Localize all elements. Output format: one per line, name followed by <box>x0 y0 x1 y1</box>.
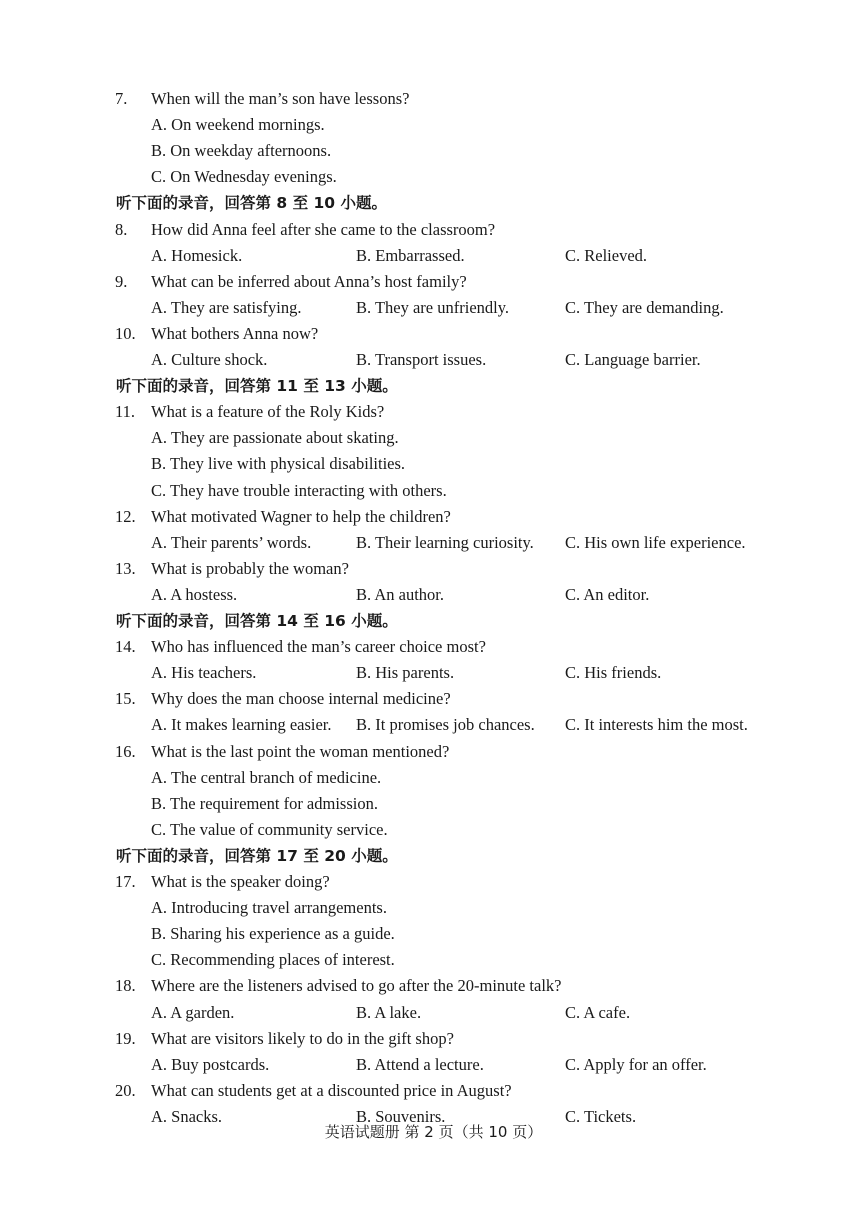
answer-option-c: C. It interests him the most. <box>565 715 748 735</box>
question-number: 16. <box>115 741 136 761</box>
question-number: 8. <box>115 219 128 239</box>
option-row <box>0 895 867 921</box>
question-number: 10. <box>115 323 136 343</box>
section-heading: 听下面的录音，回答第 17 至 20 小题。 <box>116 846 398 865</box>
section-heading: 听下面的录音，回答第 8 至 10 小题。 <box>116 194 387 213</box>
answer-option: A. On weekend mornings. <box>151 115 325 135</box>
answer-option-a: A. Snacks. <box>151 1106 223 1126</box>
option-row <box>0 765 867 791</box>
question-row <box>0 973 867 999</box>
answer-option-b: B. Their learning curiosity. <box>356 532 534 552</box>
answer-option: B. Sharing his experience as a guide. <box>151 924 395 944</box>
answer-option-c: C. Apply for an offer. <box>565 1054 707 1074</box>
answer-option: C. On Wednesday evenings. <box>151 167 337 187</box>
answer-option: C. Recommending places of interest. <box>151 950 395 970</box>
question-number: 9. <box>115 271 128 291</box>
question-row <box>0 739 867 765</box>
question-text: What bothers Anna now? <box>151 323 319 343</box>
option-row <box>0 425 867 451</box>
answer-option-c: C. They are demanding. <box>565 297 724 317</box>
question-text: What is the last point the woman mentioned? <box>151 741 450 761</box>
question-text: What can be inferred about Anna’s host family? <box>151 271 467 291</box>
question-row <box>0 504 867 530</box>
option-row <box>0 478 867 504</box>
option-row <box>0 138 867 164</box>
answer-option-c: C. His friends. <box>565 663 662 683</box>
question-text: What can students get at a discounted price in August? <box>151 1080 512 1100</box>
option-row <box>0 791 867 817</box>
question-number: 14. <box>115 637 136 657</box>
answer-option-b: B. Attend a lecture. <box>356 1054 484 1074</box>
answer-option-b: B. Embarrassed. <box>356 245 465 265</box>
answer-option: C. They have trouble interacting with others. <box>151 480 447 500</box>
answer-option-a: A. His teachers. <box>151 663 257 683</box>
question-number: 11. <box>115 402 136 422</box>
answer-option-a: A. Homesick. <box>151 245 243 265</box>
question-number: 17. <box>115 872 136 891</box>
question-row <box>0 217 867 243</box>
section-heading: 听下面的录音，回答第 11 至 13 小题。 <box>116 377 398 396</box>
question-number: 19. <box>115 1028 136 1048</box>
answer-option-a: A. They are satisfying. <box>151 297 302 317</box>
answer-option-c: C. Relieved. <box>565 245 648 265</box>
answer-option-c: C. Tickets. <box>565 1106 637 1126</box>
options-row <box>0 1052 867 1078</box>
answer-option: A. The central branch of medicine. <box>151 767 382 787</box>
answer-option-a: A. It makes learning easier. <box>151 715 332 735</box>
answer-option-a: A. A garden. <box>151 1002 235 1022</box>
question-text: What are visitors likely to do in the gift shop? <box>151 1028 454 1048</box>
answer-option: C. The value of community service. <box>151 819 388 839</box>
option-row <box>0 921 867 947</box>
options-row <box>0 243 867 269</box>
option-row <box>0 112 867 138</box>
question-text: Why does the man choose internal medicine? <box>151 689 451 709</box>
option-row <box>0 947 867 973</box>
section-instruction <box>0 608 867 634</box>
answer-option-a: A. Buy postcards. <box>151 1054 270 1074</box>
answer-option: A. Introducing travel arrangements. <box>151 898 387 918</box>
answer-option-c: C. An editor. <box>565 584 650 604</box>
section-heading: 听下面的录音，回答第 14 至 16 小题。 <box>116 612 398 630</box>
question-row <box>0 86 867 112</box>
question-number: 18. <box>115 976 136 996</box>
answer-option-b: B. A lake. <box>356 1002 422 1022</box>
question-row <box>0 1026 867 1052</box>
options-row <box>0 1000 867 1026</box>
answer-option: B. They live with physical disabilities. <box>151 454 406 474</box>
answer-option-a: A. Culture shock. <box>151 350 268 369</box>
question-row <box>0 321 867 347</box>
question-text: Who has influenced the man’s career choice most? <box>151 637 486 657</box>
section-instruction <box>0 843 867 869</box>
option-row <box>0 164 867 190</box>
answer-option-b: B. His parents. <box>356 663 455 683</box>
question-text: When will the man’s son have lessons? <box>151 89 410 108</box>
answer-option: A. They are passionate about skating. <box>151 428 399 448</box>
option-row <box>0 451 867 477</box>
section-instruction <box>0 373 867 399</box>
question-row <box>0 686 867 712</box>
answer-option-c: C. His own life experience. <box>565 532 746 552</box>
question-text: How did Anna feel after she came to the classroom? <box>151 219 496 239</box>
question-text: What motivated Wagner to help the children? <box>151 506 451 526</box>
question-row <box>0 1078 867 1104</box>
options-row <box>0 347 867 373</box>
answer-option: B. The requirement for admission. <box>151 793 378 813</box>
question-text: What is the speaker doing? <box>151 872 330 891</box>
question-number: 20. <box>115 1080 136 1100</box>
question-number: 13. <box>115 558 136 578</box>
section-instruction <box>0 190 867 216</box>
answer-option: B. On weekday afternoons. <box>151 141 332 161</box>
question-number: 12. <box>115 506 136 526</box>
question-number: 7. <box>115 89 128 108</box>
answer-option-c: C. Language barrier. <box>565 350 701 369</box>
answer-option-a: A. A hostess. <box>151 584 238 604</box>
question-row <box>0 869 867 895</box>
options-row <box>0 295 867 321</box>
option-row <box>0 817 867 843</box>
options-row <box>0 660 867 686</box>
question-text: What is a feature of the Roly Kids? <box>151 402 385 422</box>
question-row <box>0 634 867 660</box>
answer-option-b: B. Transport issues. <box>356 350 487 369</box>
options-row <box>0 712 867 738</box>
options-row <box>0 582 867 608</box>
options-row <box>0 530 867 556</box>
answer-option-b: B. They are unfriendly. <box>356 297 510 317</box>
question-row <box>0 556 867 582</box>
question-row <box>0 399 867 425</box>
question-row <box>0 269 867 295</box>
question-number: 15. <box>115 689 136 709</box>
answer-option-a: A. Their parents’ words. <box>151 532 312 552</box>
question-text: What is probably the woman? <box>151 558 349 578</box>
page-footer: 英语试题册 第 2 页（共 10 页） <box>324 1123 543 1141</box>
answer-option-b: B. Souvenirs. <box>356 1106 446 1126</box>
answer-option-b: B. It promises job chances. <box>356 715 535 735</box>
answer-option-c: C. A cafe. <box>565 1002 631 1022</box>
answer-option-b: B. An author. <box>356 584 445 604</box>
question-text: Where are the listeners advised to go after the 20-minute talk? <box>151 976 562 996</box>
